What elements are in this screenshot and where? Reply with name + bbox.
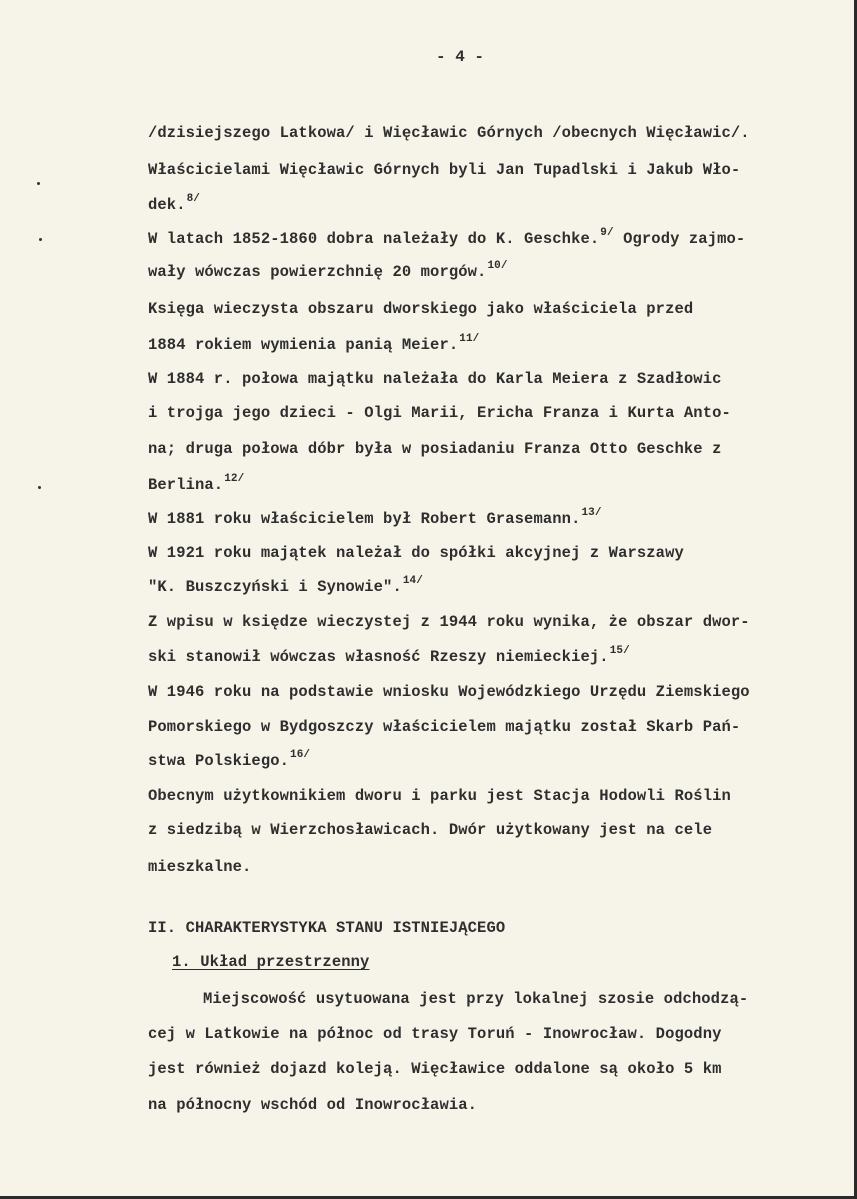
text-line: W 1884 r. połowa majątku należała do Karla Meiera z Szadłowic [148,370,722,388]
text-line: /dzisiejszego Latkowa/ i Więcławic Górnych /obecnych Więcławic/. [148,124,750,142]
margin-speck [38,486,41,489]
footnote-ref: 8/ [186,193,201,205]
footnote-ref: 9/ [600,227,614,239]
text-line: i trojga jego dzieci - Olgi Marii, Ericha Franza i Kurta Anto- [148,404,731,422]
text-line: dek.$^{8/}$ [148,193,201,214]
footnote-ref: 11/ [459,333,480,345]
paragraph-line: jest również dojazd koleją. Więcławice oddalone są około 5 km [148,1060,722,1078]
margin-speck [37,182,40,185]
text-line: na; druga połowa dóbr była w posiadaniu Franza Otto Geschke z [148,440,722,458]
text-line: W 1881 roku właścicielem był Robert Grasemann.$^{13/}$ [148,507,602,528]
text-line: Pomorskiego w Bydgoszczy właścicielem majątku został Skarb Pań- [148,718,741,736]
text-line: "K. Buszczyński i Synowie".$^{14/}$ [148,575,423,596]
footnote-ref: 16/ [290,749,311,761]
page-number: - 4 - [436,48,485,66]
text-line: ski stanowił wówczas własność Rzeszy niemieckiej.$^{15/}$ [148,645,630,666]
text-line: W latach 1852-1860 dobra należały do K. Geschke.$^{9/}$ Ogrody zajmo- [148,227,746,248]
text-line: Obecnym użytkownikiem dworu i parku jest Stacja Hodowli Roślin [148,787,731,805]
footnote-ref: 15/ [609,645,630,657]
text-line: Berlina.$^{12/}$ [148,473,245,494]
text-line: z siedzibą w Wierzchosławicach. Dwór użytkowany jest na cele [148,821,713,839]
footnote-ref: 12/ [224,473,245,485]
footnote-ref: 14/ [402,575,423,587]
paragraph-line: Miejscowość usytuowana jest przy lokalnej szosie odchodzą- [203,990,749,1008]
text-line: W 1921 roku majątek należał do spółki akcyjnej z Warszawy [148,544,684,562]
footnote-ref: 10/ [487,260,508,272]
text-line: 1884 rokiem wymienia panią Meier.$^{11/}$ [148,333,480,354]
subsection-heading: 1. Układ przestrzenny [172,953,370,971]
paragraph-line: cej w Latkowie na północ od trasy Toruń - Inowrocław. Dogodny [148,1025,722,1043]
text-line: W 1946 roku na podstawie wniosku Wojewódzkiego Urzędu Ziemskiego [148,683,750,701]
text-line: Z wpisu w księdze wieczystej z 1944 roku wynika, że obszar dwor- [148,613,750,631]
text-line: mieszkalne. [148,858,252,876]
text-line: wały wówczas powierzchnię 20 morgów.$^{10/}$ [148,260,508,281]
footnote-ref: 13/ [581,507,602,519]
section-heading: II. CHARAKTERYSTYKA STANU ISTNIEJĄCEGO [148,919,506,937]
paragraph-line: na północny wschód od Inowrocławia. [148,1096,478,1114]
margin-speck [39,238,42,241]
text-line: Księga wieczysta obszaru dworskiego jako właściciela przed [148,300,694,318]
text-line: Właścicielami Więcławic Górnych byli Jan Tupadlski i Jakub Wło- [148,161,741,179]
text-line: stwa Polskiego.$^{16/}$ [148,749,311,770]
